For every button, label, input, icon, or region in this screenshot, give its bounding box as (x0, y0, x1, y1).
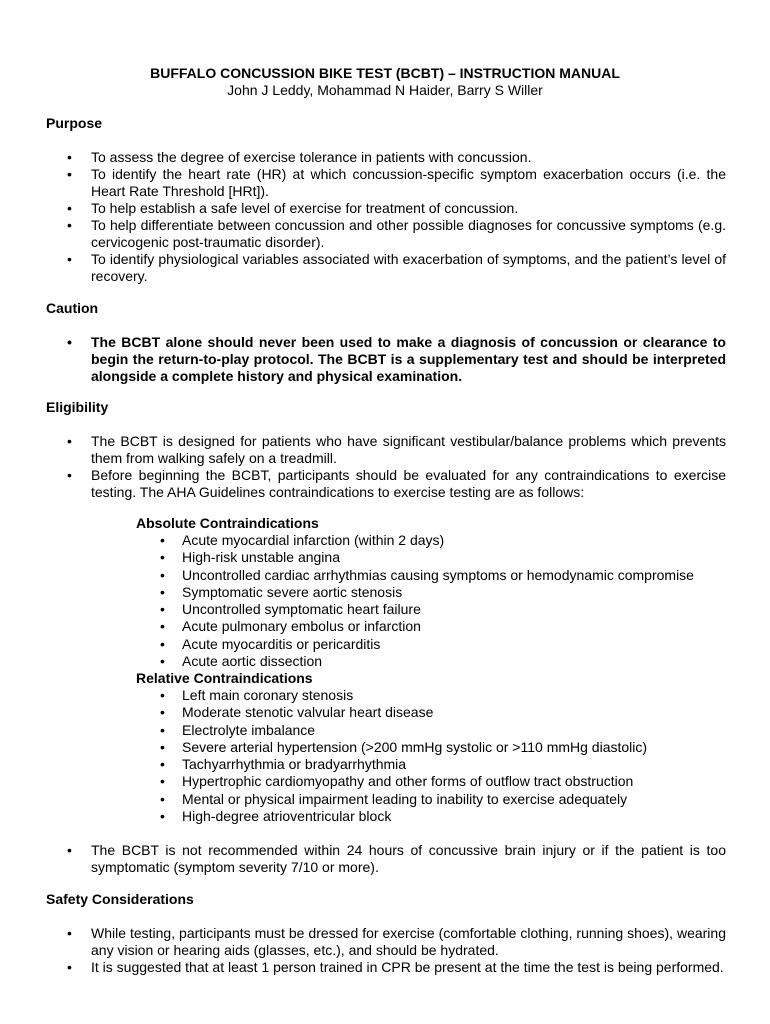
list-item: • The BCBT is not recommended within 24 hours of concussive brain injury or if the patient is too symptomatic (symptom severity 7/10 or more). (46, 842, 726, 876)
list-item: • Tachyarrhythmia or bradyarrhythmia (136, 756, 736, 773)
list-item: • To identify physiological variables associated with exacerbation of symptoms, and the patient’s level of recovery. (46, 251, 726, 285)
list-item: • High-risk unstable angina (136, 549, 736, 566)
list-item: • Left main coronary stenosis (136, 687, 736, 704)
eligibility-final-list (46, 842, 726, 876)
list-item: • Uncontrolled symptomatic heart failure (136, 601, 736, 618)
list-item: • Uncontrolled cardiac arrhythmias causing symptoms or hemodynamic compromise (136, 567, 736, 584)
list-item: • To assess the degree of exercise tolerance in patients with concussion. (46, 149, 726, 166)
caution-heading: Caution (46, 300, 99, 316)
purpose-list (46, 149, 726, 285)
purpose-heading: Purpose (46, 115, 103, 131)
list-item: • Acute myocardial infarction (within 2 days) (136, 532, 736, 549)
list-item: • Electrolyte imbalance (136, 722, 736, 739)
list-item: • To help establish a safe level of exercise for treatment of concussion. (46, 200, 726, 217)
relative-contraindications-heading: Relative Contraindications (136, 670, 313, 686)
list-item: • The BCBT alone should never been used to make a diagnosis of concussion or clearance to begin the return-to-play protocol. The BCBT is a supplementary test and should be interpreted alongside a complete history and physical examination. (46, 334, 726, 385)
absolute-contraindications-heading: Absolute Contraindications (136, 515, 319, 531)
list-item: • Severe arterial hypertension (>200 mmHg systolic or >110 mmHg diastolic) (136, 739, 736, 756)
list-item: • The BCBT is designed for patients who have significant vestibular/balance problems which prevents them from walking safely on a treadmill. (46, 433, 726, 467)
eligibility-list (46, 433, 726, 501)
list-item: • Hypertrophic cardiomyopathy and other forms of outflow tract obstruction (136, 773, 736, 790)
document-authors: John J Leddy, Mohammad N Haider, Barry S Willer (227, 82, 543, 98)
eligibility-heading: Eligibility (46, 399, 109, 415)
list-item: • Symptomatic severe aortic stenosis (136, 584, 736, 601)
caution-list (46, 334, 726, 385)
safety-heading: Safety Considerations (46, 891, 194, 907)
list-item: • Acute aortic dissection (136, 653, 736, 670)
list-item: • Acute pulmonary embolus or infarction (136, 618, 736, 635)
document-title: BUFFALO CONCUSSION BIKE TEST (BCBT) – INSTRUCTION MANUAL (150, 65, 620, 81)
list-item: • To help differentiate between concussion and other possible diagnoses for concussive symptoms (e.g. cervicogenic post-traumatic disorder). (46, 217, 726, 251)
list-item: • While testing, participants must be dressed for exercise (comfortable clothing, running shoes), wearing any vision or hearing aids (glasses, etc.), and should be hydrated. (46, 925, 726, 959)
list-item: • Before beginning the BCBT, participants should be evaluated for any contraindications to exercise testing. The AHA Guidelines contraindications to exercise testing are as follows: (46, 467, 726, 501)
list-item: • High-degree atrioventricular block (136, 808, 736, 825)
absolute-contraindications-list (136, 532, 736, 670)
safety-list (46, 925, 726, 976)
list-item: • To identify the heart rate (HR) at which concussion-specific symptom exacerbation occurs (i.e. the Heart Rate Threshold [HRt]). (46, 166, 726, 200)
relative-contraindications-list (136, 687, 736, 825)
list-item: • Mental or physical impairment leading to inability to exercise adequately (136, 791, 736, 808)
list-item: • Acute myocarditis or pericarditis (136, 636, 736, 653)
list-item: • Moderate stenotic valvular heart disease (136, 704, 736, 721)
list-item: • It is suggested that at least 1 person trained in CPR be present at the time the test is being performed. (46, 959, 726, 976)
